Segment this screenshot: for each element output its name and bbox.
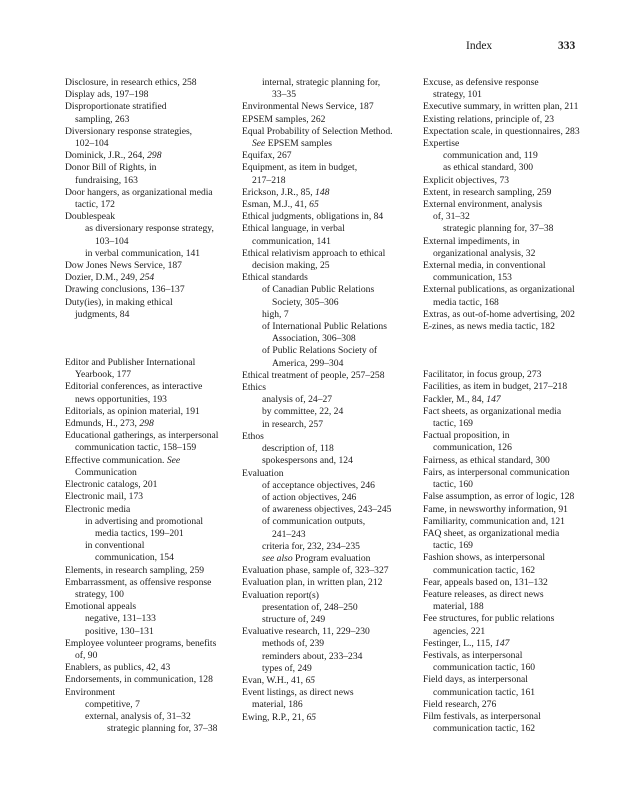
index-entry: of acceptance objectives, 246 bbox=[262, 479, 375, 491]
index-entry: Esman, M.J., 41, 65 bbox=[242, 199, 319, 211]
index-entry: Explicit objectives, 73 bbox=[423, 174, 510, 186]
index-entry: high, 7 bbox=[262, 308, 289, 320]
index-entry: Yearbook, 177 bbox=[75, 369, 132, 381]
index-entry: spokespersons and, 124 bbox=[262, 455, 353, 467]
index-entry: Event listings, as direct news bbox=[242, 687, 354, 699]
index-entry: organizational analysis, 32 bbox=[433, 247, 536, 259]
index-entry: tactic, 160 bbox=[433, 479, 473, 491]
index-entry: Familiarity, communication and, 121 bbox=[423, 515, 565, 527]
index-entry: Disclosure, in research ethics, 258 bbox=[65, 77, 197, 88]
index-entry: Executive summary, in written plan, 211 bbox=[423, 101, 579, 113]
index-entry: communication tactic, 162 bbox=[433, 564, 536, 576]
index-entry: Editor and Publisher International bbox=[65, 357, 196, 369]
index-entry: Fackler, M., 84, 147 bbox=[423, 393, 501, 405]
index-entry: Employee volunteer programs, benefits bbox=[65, 637, 217, 649]
index-entry: Electronic catalogs, 201 bbox=[65, 479, 158, 491]
index-entry: Erickson, J.R., 85, 148 bbox=[242, 186, 330, 198]
index-entry: of International Public Relations bbox=[262, 321, 387, 333]
index-entry: negative, 131–133 bbox=[85, 613, 156, 625]
index-entry: Ethical relativism approach to ethical bbox=[242, 247, 386, 259]
index-entry: types of, 249 bbox=[262, 662, 312, 674]
index-entry: Editorials, as opinion material, 191 bbox=[65, 405, 200, 417]
index-entry: Embarrassment, as offensive response bbox=[65, 576, 212, 588]
index-entry: Enablers, as publics, 42, 43 bbox=[65, 662, 171, 674]
index-entry: internal, strategic planning for, bbox=[262, 77, 381, 88]
index-entry: Facilitator, in focus group, 273 bbox=[423, 369, 542, 381]
index-entry: Equipment, as item in budget, bbox=[242, 162, 358, 174]
index-entry: Excuse, as defensive response bbox=[423, 77, 539, 88]
index-entry: External media, in conventional bbox=[423, 260, 546, 272]
index-entry: Factual proposition, in bbox=[423, 430, 510, 442]
index-entry: 33–35 bbox=[272, 89, 296, 101]
index-entry: Existing relations, principle of, 23 bbox=[423, 113, 555, 125]
index-entry: fundraising, 163 bbox=[75, 174, 138, 186]
index-entry: Door hangers, as organizational media bbox=[65, 186, 213, 198]
index-column-3 bbox=[423, 77, 613, 735]
index-entry: sampling, 263 bbox=[75, 113, 130, 125]
index-entry: Fee structures, for public relations bbox=[423, 613, 555, 625]
index-entry: Expectation scale, in questionnaires, 283 bbox=[423, 125, 580, 137]
index-entry: Evaluation bbox=[242, 467, 284, 479]
index-entry: Dow Jones News Service, 187 bbox=[65, 260, 182, 272]
index-entry: Elements, in research sampling, 259 bbox=[65, 564, 205, 576]
index-entry: Ethos bbox=[242, 430, 264, 442]
index-entry: strategy, 100 bbox=[75, 588, 124, 600]
index-entry: Ethical standards bbox=[242, 272, 308, 284]
index-entry: structure of, 249 bbox=[262, 613, 326, 625]
index-entry: tactic, 172 bbox=[75, 199, 115, 211]
page-header bbox=[0, 40, 643, 56]
index-entry: communication tactic, 162 bbox=[433, 723, 536, 735]
index-entry: Ethics bbox=[242, 382, 266, 394]
index-entry: Feature releases, as direct news bbox=[423, 588, 544, 600]
index-entry: reminders about, 233–234 bbox=[262, 650, 363, 662]
index-entry: Expertise bbox=[423, 138, 460, 150]
index-entry: False assumption, as error of logic, 128 bbox=[423, 491, 575, 503]
index-entry: strategic planning for, 37–38 bbox=[443, 223, 554, 235]
index-entry: strategy, 101 bbox=[433, 89, 482, 101]
index-entry: Diversionary response strategies, bbox=[65, 125, 193, 137]
index-entry: positive, 130–131 bbox=[85, 625, 154, 637]
index-entry: Educational gatherings, as interpersonal bbox=[65, 430, 219, 442]
index-entry: communication tactic, 158–159 bbox=[75, 442, 197, 454]
index-entry: Endorsements, in communication, 128 bbox=[65, 674, 213, 686]
index-entry: agencies, 221 bbox=[433, 625, 486, 637]
index-entry: of Canadian Public Relations bbox=[262, 284, 375, 296]
index-column-1 bbox=[65, 77, 250, 735]
index-entry: Society, 305–306 bbox=[272, 296, 339, 308]
index-entry: Drawing conclusions, 136–137 bbox=[65, 284, 185, 296]
index-entry: media tactic, 168 bbox=[433, 296, 499, 308]
index-entry: Electronic mail, 173 bbox=[65, 491, 144, 503]
index-entry: of action objectives, 246 bbox=[262, 491, 357, 503]
index-entry: Editorial conferences, as interactive bbox=[65, 381, 203, 393]
index-entry: External impediments, in bbox=[423, 235, 520, 247]
index-entry: of Public Relations Society of bbox=[262, 345, 378, 357]
index-entry: decision making, 25 bbox=[252, 260, 330, 272]
index-entry: as ethical standard, 300 bbox=[443, 162, 534, 174]
index-entry: 217–218 bbox=[252, 174, 286, 186]
index-entry: in research, 257 bbox=[262, 418, 324, 430]
index-entry: Field days, as interpersonal bbox=[423, 674, 528, 686]
index-entry: Emotional appeals bbox=[65, 601, 137, 613]
index-entry: FAQ sheet, as organizational media bbox=[423, 527, 560, 539]
index-entry: communication, 154 bbox=[95, 552, 174, 564]
index-entry: Fairness, as ethical standard, 300 bbox=[423, 454, 550, 466]
index-entry: tactic, 169 bbox=[433, 540, 473, 552]
index-entry: news opportunities, 193 bbox=[75, 393, 167, 405]
index-entry: of, 90 bbox=[75, 649, 98, 661]
index-entry: Environment bbox=[65, 686, 116, 698]
index-entry: as diversionary response strategy, bbox=[85, 223, 214, 235]
index-entry: judgments, 84 bbox=[75, 308, 130, 320]
index-entry: communication tactic, 161 bbox=[433, 686, 536, 698]
index-entry: communication tactic, 160 bbox=[433, 662, 536, 674]
index-entry: communication, 126 bbox=[433, 442, 512, 454]
index-entry: Ethical treatment of people, 257–258 bbox=[242, 369, 385, 381]
index-entry: see also Program evaluation bbox=[262, 552, 371, 564]
index-entry: Edmunds, H., 273, 298 bbox=[65, 418, 154, 430]
index-entry: description of, 118 bbox=[262, 443, 334, 455]
index-entry: Extras, as out-of-home advertising, 202 bbox=[423, 308, 575, 320]
index-entry: Electronic media bbox=[65, 503, 131, 515]
index-entry: in advertising and promotional bbox=[85, 515, 204, 527]
index-entry: EPSEM samples, 262 bbox=[242, 113, 326, 125]
index-entry: Field research, 276 bbox=[423, 698, 497, 710]
index-entry: criteria for, 232, 234–235 bbox=[262, 540, 360, 552]
index-entry: communication, 153 bbox=[433, 272, 512, 284]
index-entry: Donor Bill of Rights, in bbox=[65, 162, 157, 174]
index-entry: communication and, 119 bbox=[443, 150, 538, 162]
index-entry: Fashion shows, as interpersonal bbox=[423, 552, 546, 564]
index-entry: Evaluation report(s) bbox=[242, 589, 319, 601]
index-entry: Ethical language, in verbal bbox=[242, 223, 345, 235]
index-entry: America, 299–304 bbox=[272, 357, 344, 369]
index-entry: Film festivals, as interpersonal bbox=[423, 710, 541, 722]
index-entry: Evaluation plan, in written plan, 212 bbox=[242, 577, 383, 589]
index-entry: material, 188 bbox=[433, 601, 484, 613]
index-entry: External publications, as organizational bbox=[423, 284, 575, 296]
index-column-2 bbox=[242, 77, 420, 724]
running-head: Index bbox=[466, 40, 493, 52]
index-entry: tactic, 169 bbox=[433, 418, 473, 430]
index-entry: E-zines, as news media tactic, 182 bbox=[423, 321, 555, 333]
index-entry: 102–104 bbox=[75, 138, 109, 150]
index-entry: 103–104 bbox=[95, 235, 129, 247]
index-entry: analysis of, 24–27 bbox=[262, 394, 333, 406]
index-entry: of, 31–32 bbox=[433, 211, 470, 223]
index-entry: external, analysis of, 31–32 bbox=[85, 710, 191, 722]
index-entry: Extent, in research sampling, 259 bbox=[423, 186, 552, 198]
index-entry: Equifax, 267 bbox=[242, 150, 292, 162]
index-entry: Doublespeak bbox=[65, 211, 116, 223]
index-entry: of awareness objectives, 243–245 bbox=[262, 504, 392, 516]
index-entry: material, 186 bbox=[252, 699, 303, 711]
index-entry: Fame, in newsworthy information, 91 bbox=[423, 503, 568, 515]
index-entry: See EPSEM samples bbox=[252, 138, 332, 150]
index-entry: Fear, appeals based on, 131–132 bbox=[423, 576, 548, 588]
index-entry: Ewing, R.P., 21, 65 bbox=[242, 711, 317, 723]
index-entry: Festivals, as interpersonal bbox=[423, 649, 523, 661]
index-entry: Environmental News Service, 187 bbox=[242, 101, 374, 113]
index-entry: media tactics, 199–201 bbox=[95, 527, 184, 539]
page-number: 333 bbox=[558, 40, 576, 52]
index-entry: Dominick, J.R., 264, 298 bbox=[65, 150, 162, 162]
index-entry: 241–243 bbox=[272, 528, 306, 540]
index-entry: Association, 306–308 bbox=[272, 333, 356, 345]
section-gap bbox=[423, 333, 613, 369]
index-entry: by committee, 22, 24 bbox=[262, 406, 344, 418]
index-entry: Evan, W.H., 41, 65 bbox=[242, 674, 316, 686]
index-entry: Duty(ies), in making ethical bbox=[65, 296, 173, 308]
index-entry: communication, 141 bbox=[252, 235, 331, 247]
index-entry: in verbal communication, 141 bbox=[85, 247, 201, 259]
index-entry: Evaluative research, 11, 229–230 bbox=[242, 626, 370, 638]
index-entry: Display ads, 197–198 bbox=[65, 89, 149, 101]
index-entry: Festinger, L., 115, 147 bbox=[423, 637, 510, 649]
index-entry: Facilities, as item in budget, 217–218 bbox=[423, 381, 568, 393]
index-entry: Equal Probability of Selection Method. bbox=[242, 125, 393, 137]
index-entry: Fairs, as interpersonal communication bbox=[423, 466, 570, 478]
index-entry: in conventional bbox=[85, 540, 145, 552]
index-entry: Evaluation phase, sample of, 323–327 bbox=[242, 565, 389, 577]
index-entry: Ethical judgments, obligations in, 84 bbox=[242, 211, 384, 223]
index-entry: Effective communication. See bbox=[65, 454, 181, 466]
index-entry: methods of, 239 bbox=[262, 638, 325, 650]
index-entry: competitive, 7 bbox=[85, 698, 140, 710]
section-gap bbox=[65, 321, 250, 357]
index-entry: strategic planning for, 37–38 bbox=[107, 723, 218, 735]
index-entry: External environment, analysis bbox=[423, 199, 543, 211]
index-entry: Disproportionate stratified bbox=[65, 101, 167, 113]
index-entry: of communication outputs, bbox=[262, 516, 366, 528]
index-entry: Communication bbox=[75, 466, 137, 478]
index-entry: Fact sheets, as organizational media bbox=[423, 405, 562, 417]
index-entry: presentation of, 248–250 bbox=[262, 601, 358, 613]
index-entry: Dozier, D.M., 249, 254 bbox=[65, 272, 155, 284]
